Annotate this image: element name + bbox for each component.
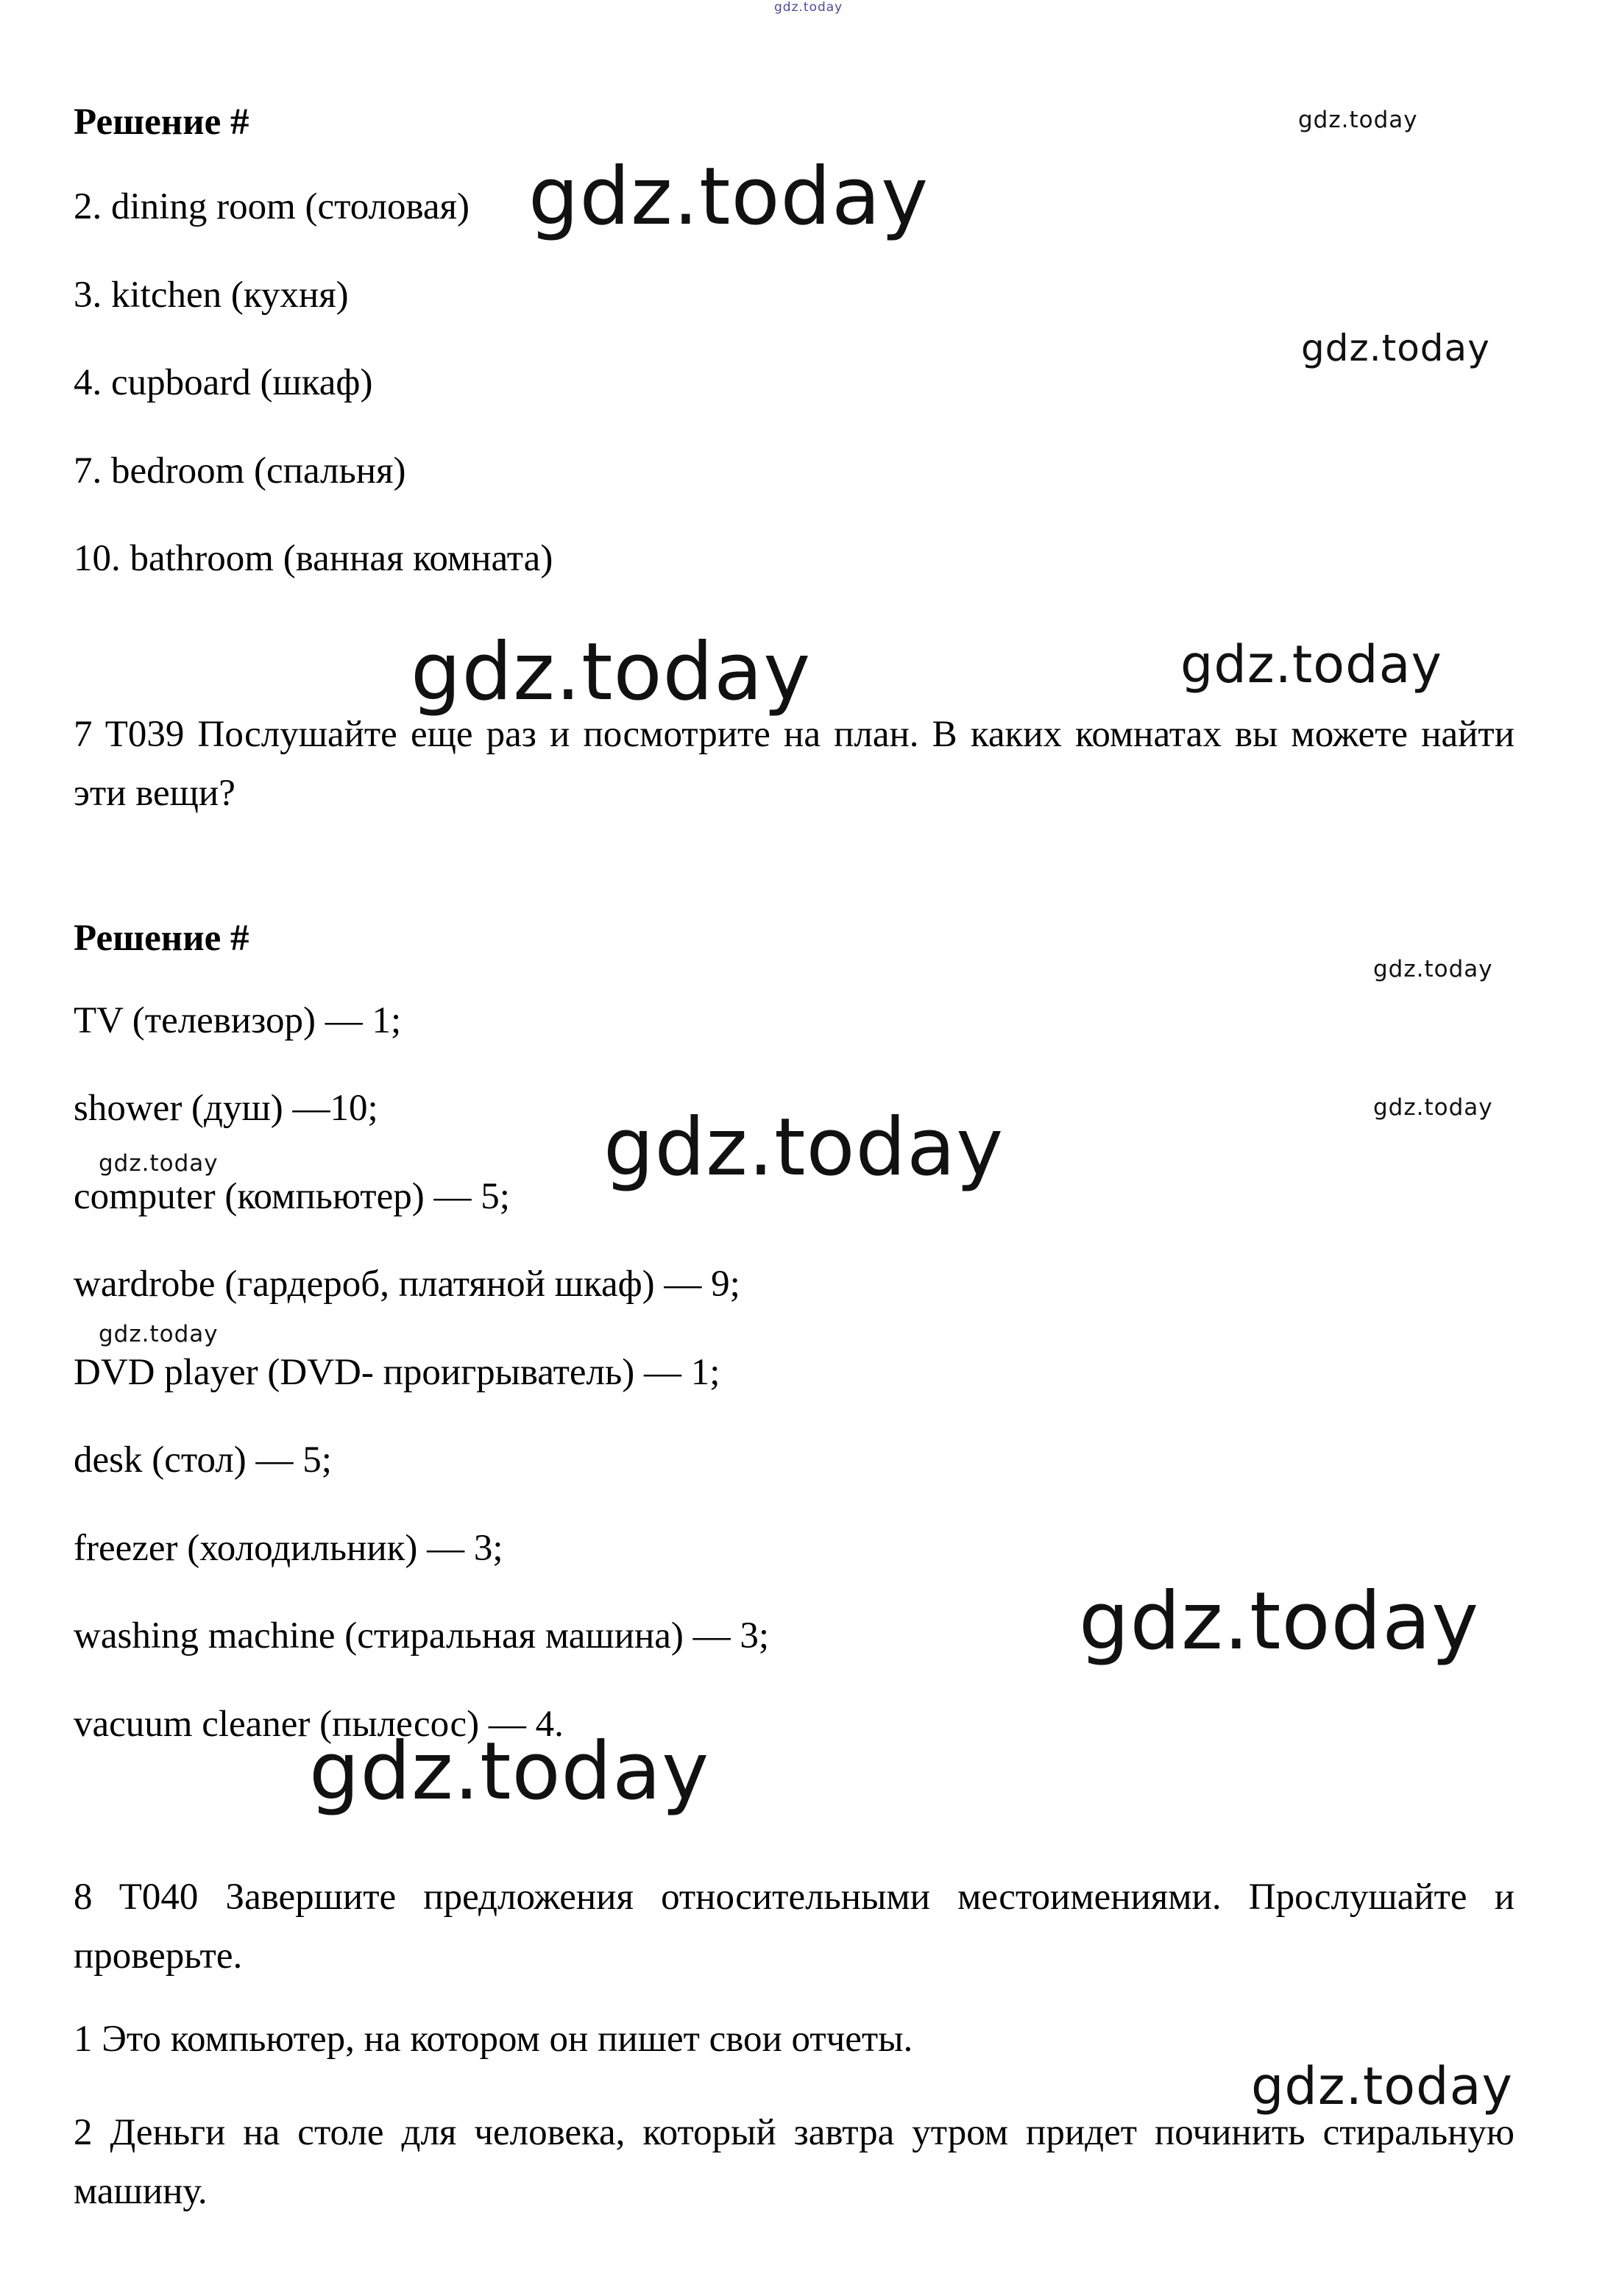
section1-item: 2. dining room (столовая) xyxy=(74,186,470,227)
watermark: gdz.today xyxy=(1301,327,1490,369)
section2-item: TV (телевизор) — 1; xyxy=(74,1000,402,1041)
section1-item: 7. bedroom (спальня) xyxy=(74,450,406,492)
watermark: gdz.today xyxy=(528,151,929,243)
section1-item: 10. bathroom (ванная комната) xyxy=(74,538,553,579)
header-watermark: gdz.today xyxy=(774,0,843,15)
section2-item: freezer (холодильник) — 3; xyxy=(74,1528,503,1569)
watermark: gdz.today xyxy=(1298,107,1418,133)
section1-item: 3. kitchen (кухня) xyxy=(74,274,349,316)
section2-heading: Решение # xyxy=(74,918,249,959)
watermark: gdz.today xyxy=(411,626,812,718)
watermark: gdz.today xyxy=(99,1321,219,1347)
section2-item: washing machine (стиральная машина) — 3; xyxy=(74,1615,770,1657)
task8-sentence: 1 Это компьютер, на котором он пишет свои отчеты. xyxy=(74,2019,913,2060)
watermark: gdz.today xyxy=(1079,1576,1480,1668)
section2-item: vacuum cleaner (пылесос) — 4. xyxy=(74,1704,564,1745)
task7-text: 7 T039 Послушайте еще раз и посмотрите на план. В каких комнатах вы можете найти эти вещи? xyxy=(74,714,1514,814)
watermark: gdz.today xyxy=(1180,634,1442,695)
watermark: gdz.today xyxy=(1373,1094,1493,1121)
watermark: gdz.today xyxy=(1373,956,1493,982)
task8-sentence: 2 Деньги на столе для человека, который завтра утром придет починить стиральную машину. xyxy=(74,2112,1514,2212)
section1-item: 4. cupboard (шкаф) xyxy=(74,362,373,403)
section2-item: DVD player (DVD- проигрыватель) — 1; xyxy=(74,1352,720,1393)
watermark: gdz.today xyxy=(1251,2056,1513,2116)
section2-item: computer (компьютер) — 5; xyxy=(74,1176,510,1217)
watermark: gdz.today xyxy=(603,1102,1005,1194)
watermark: gdz.today xyxy=(309,1726,710,1818)
section2-item: desk (стол) — 5; xyxy=(74,1439,332,1481)
section2-item: wardrobe (гардероб, платяной шкаф) — 9; xyxy=(74,1264,740,1305)
section2-item: shower (душ) —10; xyxy=(74,1088,378,1129)
task8-text: 8 T040 Завершите предложения относительными местоимениями. Прослушайте и проверьте. xyxy=(74,1877,1514,1977)
watermark: gdz.today xyxy=(99,1150,219,1177)
section1-heading: Решение # xyxy=(74,102,249,143)
